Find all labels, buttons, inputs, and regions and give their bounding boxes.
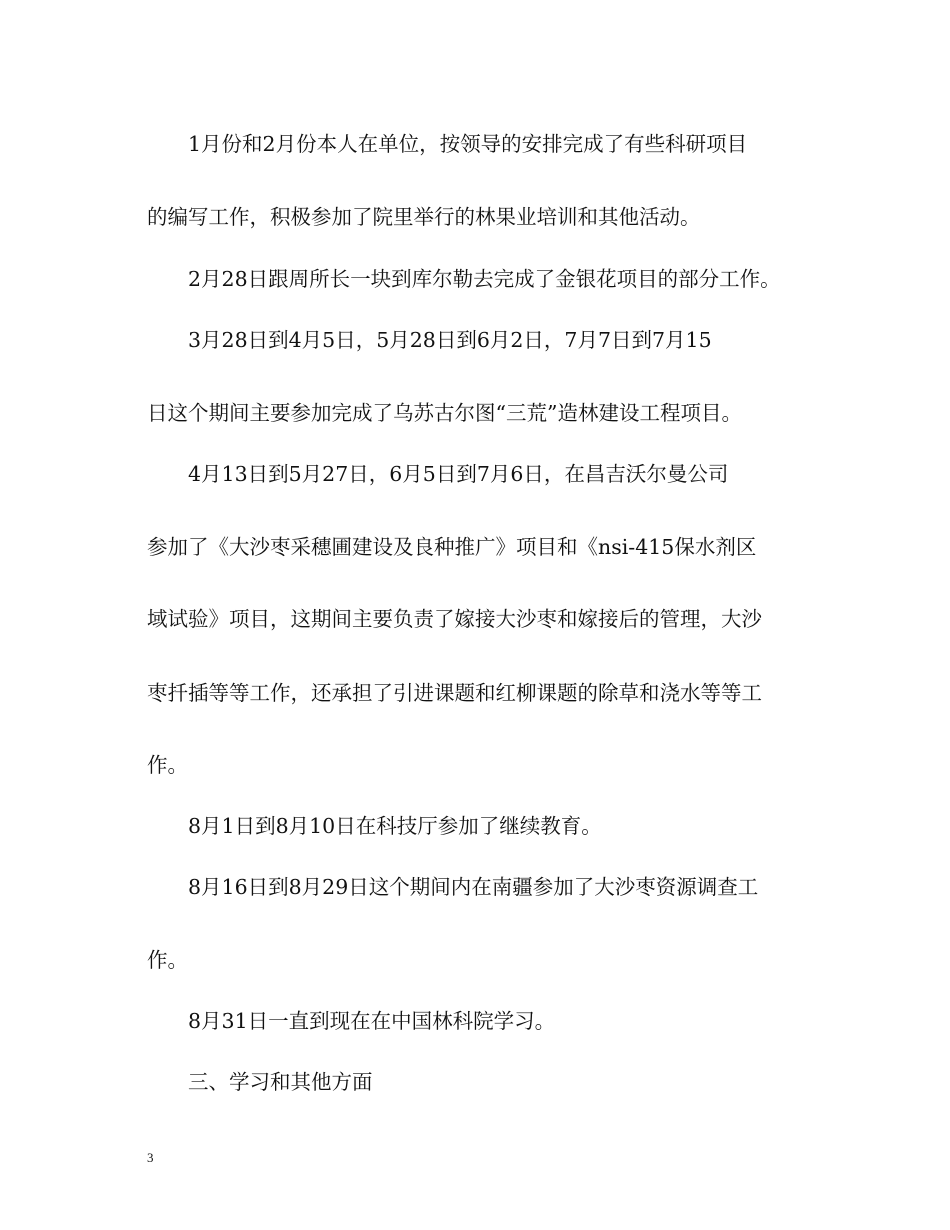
paragraph-line: 的编写工作，积极参加了院里举行的林果业培训和其他活动。 [147, 205, 701, 229]
paragraph-line: 域试验》项目，这期间主要负责了嫁接大沙枣和嫁接后的管理，大沙 [147, 607, 762, 631]
paragraph-line: 1月份和2月份本人在单位，按领导的安排完成了有些科研项目 [188, 132, 748, 156]
paragraph-line: 8月1日到8月10日在科技厅参加了继续教育。 [188, 814, 602, 838]
paragraph-line: 参加了《大沙枣采穗圃建设及良种推广》项目和《nsi-415保水剂区 [147, 535, 757, 559]
paragraph-line: 作。 [147, 753, 188, 777]
paragraph-line: 作。 [147, 948, 188, 972]
paragraph-line: 8月31日一直到现在在中国林科院学习。 [188, 1009, 556, 1033]
paragraph-line: 4月13日到5月27日，6月5日到7月6日，在昌吉沃尔曼公司 [188, 462, 729, 486]
paragraph-line: 枣扦插等等工作，还承担了引进课题和红柳课题的除草和浇水等等工 [147, 681, 762, 705]
paragraph-line: 8月16日到8月29日这个期间内在南疆参加了大沙枣资源调查工 [188, 875, 759, 899]
paragraph-line: 2月28日跟周所长一块到库尔勒去完成了金银花项目的部分工作。 [188, 267, 781, 291]
paragraph-line: 3月28日到4月5日，5月28日到6月2日，7月7日到7月15 [188, 328, 712, 352]
section-heading: 三、学习和其他方面 [188, 1070, 373, 1094]
page-number: 3 [147, 1150, 154, 1165]
paragraph-line: 日这个期间主要参加完成了乌苏古尔图“三荒”造林建设工程项目。 [147, 401, 742, 425]
